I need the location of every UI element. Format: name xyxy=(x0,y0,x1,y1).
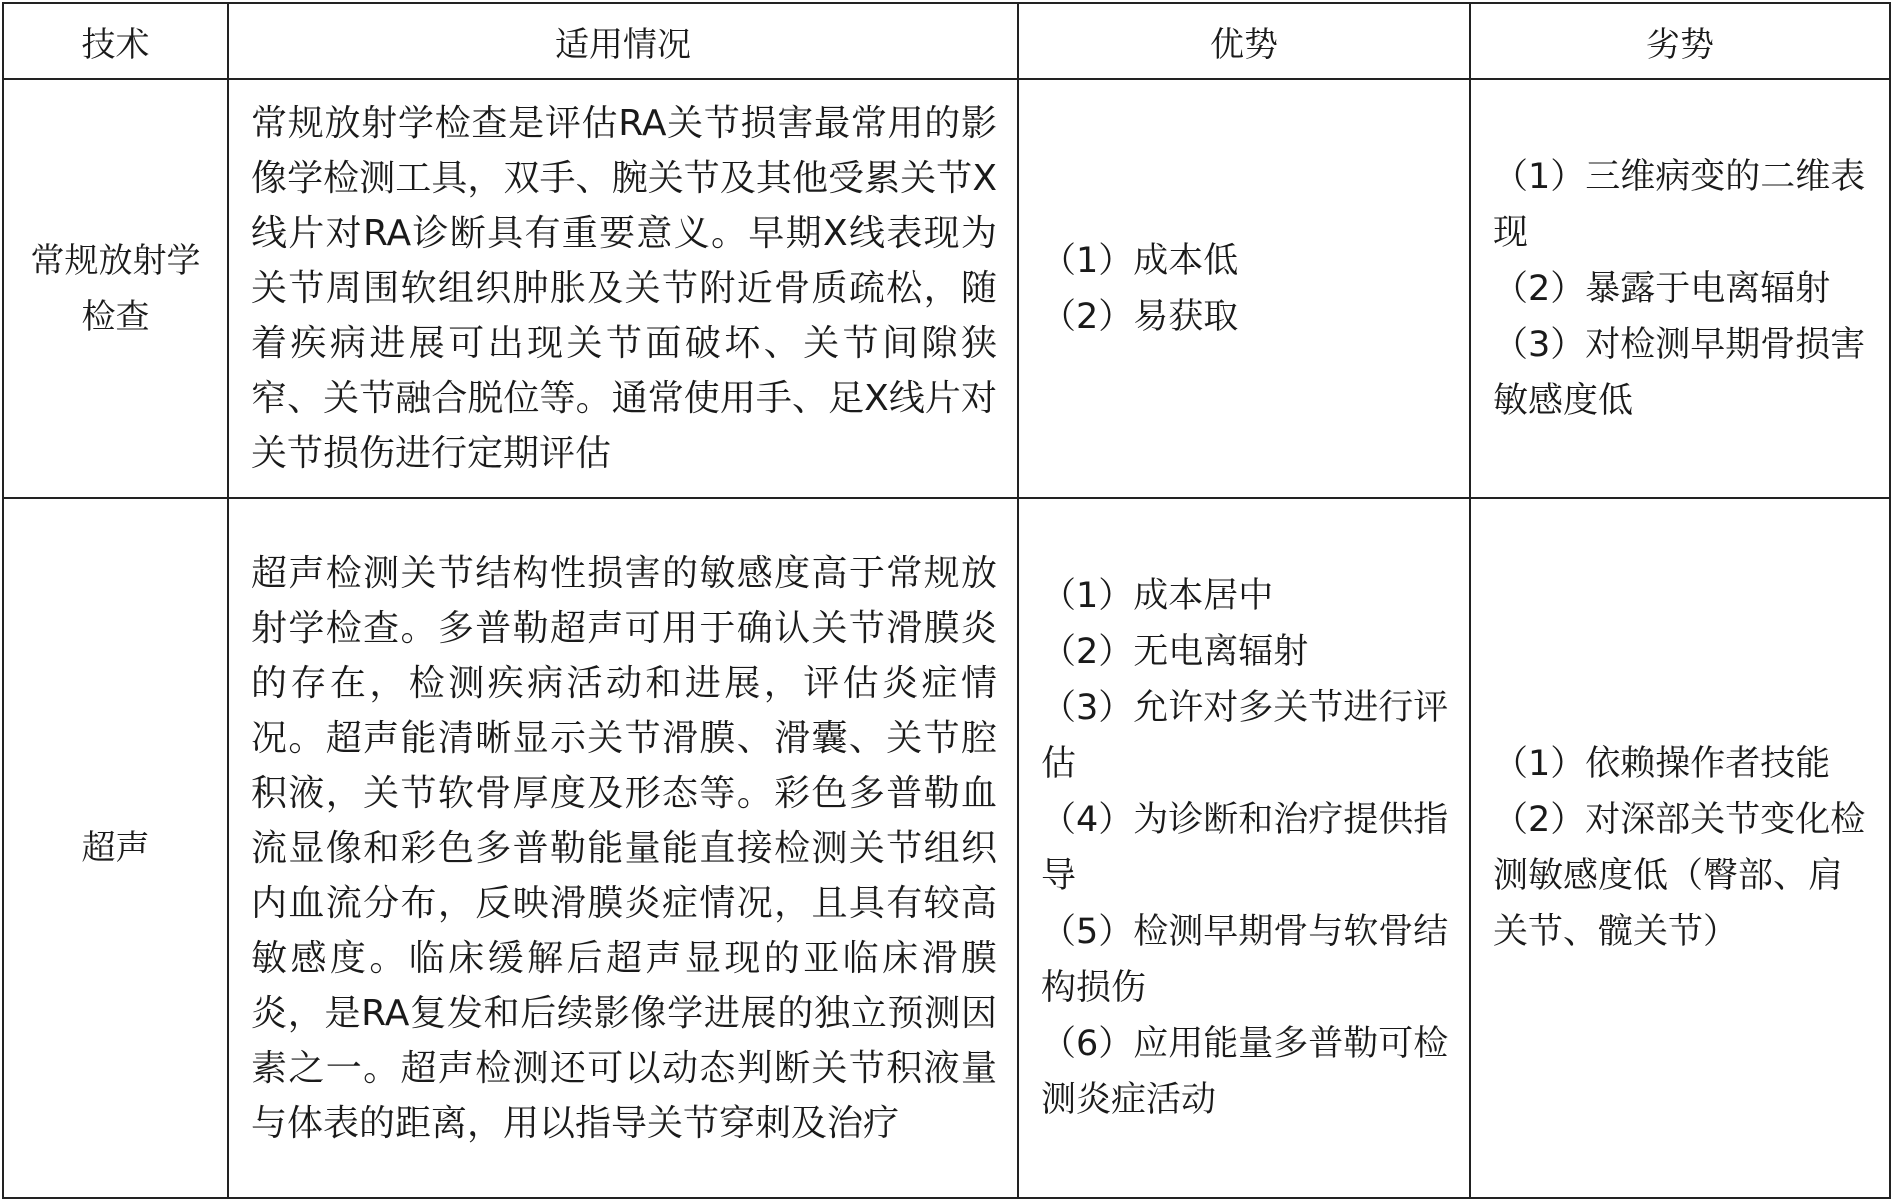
applicability-cell: 常规放射学检查是评估RA关节损害最常用的影像学检测工具，双手、腕关节及其他受累关节X线片对RA诊断具有重要意义。早期X线表现为关节周围软组织肿胀及关节附近骨质疏松，随着疾病进展可出现关节面破坏、关节间隙狭窄、关节融合脱位等。通常使用手、足X线片对关节损伤进行定期评估 xyxy=(228,79,1018,498)
disadvantages-cell xyxy=(1470,498,1890,1198)
applicability-cell: 超声检测关节结构性损害的敏感度高于常规放射学检查。多普勒超声可用于确认关节滑膜炎的存在，检测疾病活动和进展，评估炎症情况。超声能清晰显示关节滑膜、滑囊、关节腔积液，关节软骨厚度及形态等。彩色多普勒血流显像和彩色多普勒能量能直接检测关节组织内血流分布，反映滑膜炎症情况，且具有较高敏感度。临床缓解后超声显现的亚临床滑膜炎，是RA复发和后续影像学进展的独立预测因素之一。超声检测还可以动态判断关节积液量与体表的距离，用以指导关节穿刺及治疗 xyxy=(228,498,1018,1198)
advantage-item: （5）检测早期骨与软骨结构损伤 xyxy=(1041,912,1449,1008)
table-header-row xyxy=(3,3,1890,79)
advantage-item: （2）无电离辐射 xyxy=(1041,632,1309,672)
technique-cell: 超声 xyxy=(3,498,228,1198)
disadvantage-item: （2）暴露于电离辐射 xyxy=(1493,268,1831,309)
advantage-item: （4）为诊断和治疗提供指导 xyxy=(1041,800,1449,896)
disadvantages-cell xyxy=(1470,79,1890,498)
disadvantage-item: （1）依赖操作者技能 xyxy=(1493,744,1831,784)
advantage-item: （3）允许对多关节进行评估 xyxy=(1041,688,1449,784)
disadvantage-item: （1）三维病变的二维表现 xyxy=(1493,156,1866,253)
disadvantage-item: （2）对深部关节变化检测敏感度低（臀部、肩关节、髋关节） xyxy=(1493,800,1866,952)
technique-cell: 常规放射学检查 xyxy=(3,79,228,498)
advantage-item: （1）成本居中 xyxy=(1041,576,1274,616)
header-applicability: 适用情况 xyxy=(228,3,1018,79)
header-advantages: 优势 xyxy=(1018,3,1470,79)
advantage-item: （6）应用能量多普勒可检测炎症活动 xyxy=(1041,1024,1449,1120)
imaging-comparison-table xyxy=(2,2,1891,1199)
header-technique: 技术 xyxy=(3,3,228,79)
table-row xyxy=(3,79,1890,498)
advantages-cell xyxy=(1018,498,1470,1198)
advantage-item: （1）成本低 xyxy=(1041,240,1239,281)
advantage-item: （2）易获取 xyxy=(1041,296,1239,337)
header-disadvantages: 劣势 xyxy=(1470,3,1890,79)
advantages-cell xyxy=(1018,79,1470,498)
table-row xyxy=(3,498,1890,1198)
disadvantage-item: （3）对检测早期骨损害敏感度低 xyxy=(1493,324,1866,421)
